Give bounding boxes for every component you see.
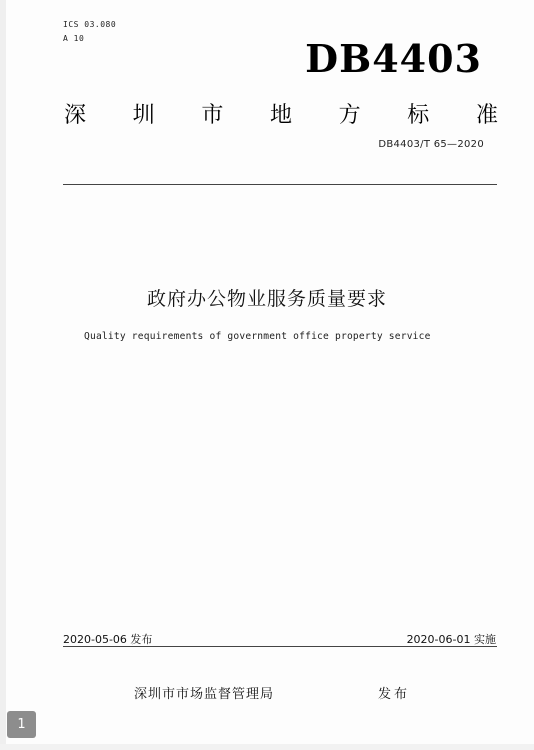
ccs-code: A 10 <box>63 34 85 43</box>
issue-date: 2020-05-06 发布 <box>63 633 153 646</box>
standard-type-char: 标 <box>407 103 430 128</box>
document-title-english: Quality requirements of government office property service <box>84 331 431 342</box>
standard-type-char: 深 <box>64 103 87 128</box>
standard-type-char: 地 <box>269 103 292 128</box>
standard-number: DB4403/T 65—2020 <box>378 139 484 150</box>
db-standard-logo: DB4403 <box>305 36 482 81</box>
header-divider <box>63 184 497 185</box>
standard-type-char: 方 <box>338 103 361 128</box>
viewer-edge-left <box>0 0 6 750</box>
page-number-badge[interactable]: 1 <box>7 711 36 738</box>
footer-divider <box>63 646 497 647</box>
implementation-date: 2020-06-01 实施 <box>406 633 496 646</box>
issuing-authority: 深圳市市场监督管理局 <box>134 687 275 702</box>
document-title-chinese: 政府办公物业服务质量要求 <box>146 288 387 310</box>
viewer-edge-bottom <box>0 744 534 750</box>
standard-type-heading <box>64 98 498 129</box>
standard-type-char: 准 <box>475 103 498 128</box>
standard-type-char: 圳 <box>132 103 155 128</box>
publish-label: 发布 <box>378 687 411 702</box>
ics-code: ICS 03.080 <box>63 20 117 29</box>
standard-type-char: 市 <box>201 103 224 128</box>
